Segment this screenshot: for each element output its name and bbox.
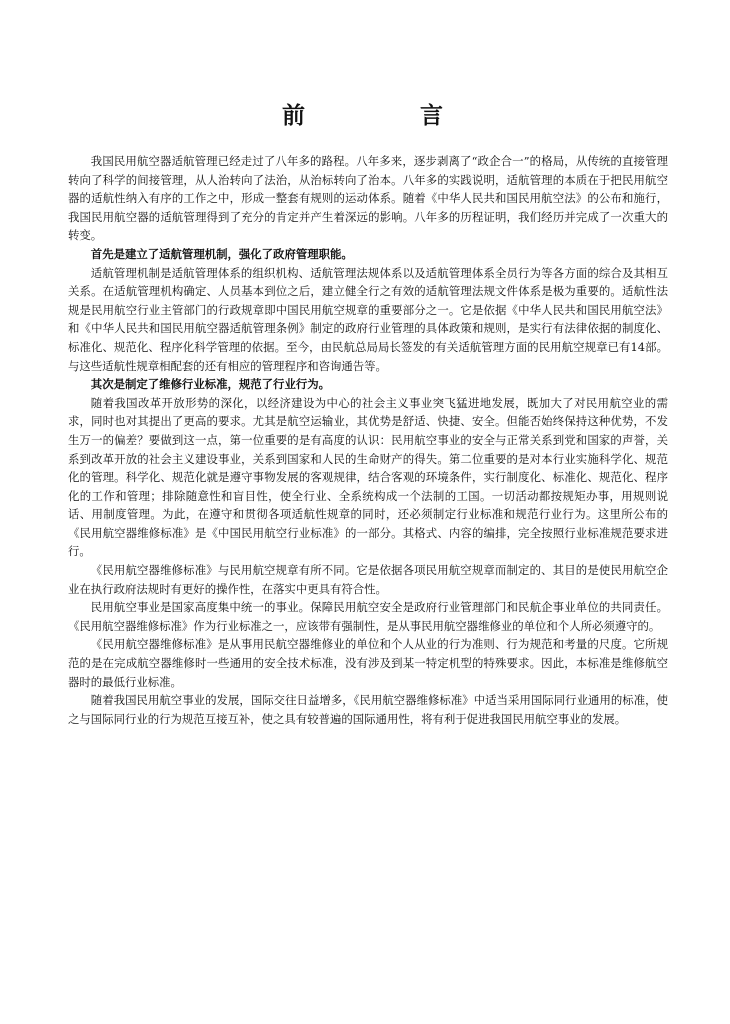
paragraph-heading-2: 其次是制定了维修行业标准，规范了行业行为。 [90,377,331,392]
paragraph-intro: 我国民用航空器适航管理已经走过了八年多的路程。八年多来，逐步剥离了“政企合一”的格局，从传统的直接管理转向了科学的间接管理，从人治转向了法治，从治标转向了治本。八年多的实践说明，适航管理的本质在于把民用航空器的适航性纳入有序的工作之中，形成一整套有规则的运动体系。随着《中华人民共和国民用航空法》的公布和施行，我国民用航空器的适航管理得到了充分的肯定并产生着深远的影响。八年多的历程证明，我们经历并完成了一次重大的转变。 [68,154,668,243]
document-body [68,152,668,728]
paragraph-code-of-conduct: 《民用航空器维修标准》是从事用民航空器维修业的单位和个人从业的行为准则、行为规范和考量的尺度。它所规范的是在完成航空器维修时一些通用的安全技术标准，没有涉及到某一特定机型的特殊要求。因此，本标准是维修航空器时的最低行业标准。 [68,637,668,689]
paragraph-responsibility: 民用航空事业是国家高度集中统一的事业。保障民用航空安全是政府行业管理部门和民航企事业单位的共同责任。《民用航空器维修标准》作为行业标准之一，应该带有强制性，是从事民用航空器维修业的单位和个人所必须遵守的。 [68,600,668,633]
title-char-1: 前 [282,103,305,129]
paragraph-standard-diff: 《民用航空器维修标准》与民用航空规章有所不同。它是依据各项民用航空规章而制定的、其目的是使民用航空企业在执行政府法规时有更好的操作性，在落实中更具有符合性。 [68,563,668,596]
title-char-2: 言 [420,103,443,129]
paragraph-mechanism: 适航管理机制是适航管理体系的组织机构、适航管理法规体系以及适航管理体系全员行为等各方面的综合及其相互关系。在适航管理机构确定、人员基本到位之后，建立健全行之有效的适航管理法规文件体系是极为重要的。适航性法规是民用航空行业主管部门的行政规章即中国民用航空规章的重要部分之一。它是依据《中华人民共和国民用航空法》和《中华人民共和国民用航空器适航管理条例》制定的政府行业管理的具体政策和规则，是实行有法律依据的制度化、标准化、规范化、程序化科学管理的依据。至今，由民航总局局长签发的有关适航管理方面的民用航空规章已有14部。与这些适航性规章相配套的还有相应的管理程序和咨询通告等。 [68,265,668,373]
paragraph-international: 随着我国民用航空事业的发展，国际交往日益增多，《民用航空器维修标准》中适当采用国际同行业通用的标准，使之与国际同行业的行为规范互接互补，使之具有较普遍的国际通用性，将有利于促进我国民用航空事业的发展。 [68,693,668,726]
paragraph-reform: 随着我国改革开放形势的深化，以经济建设为中心的社会主义事业突飞猛进地发展，既加大了对民用航空业的需求，同时也对其提出了更高的要求。尤其是航空运输业，其优势是舒适、快捷、安全。但能否始终保持这种优势，不发生万一的偏差？要做到这一点，第一位重要的是有高度的认识：民用航空事业的安全与正常关系到党和国家的声誉，关系到改革开放的社会主义建设事业，关系到国家和人民的生命财产的得失。第二位重要的是对本行业实施科学化、规范化的管理。科学化、规范化就是遵守事物发展的客观规律，结合客观的环境条件，实行制度化、标准化、规范化、程序化的工作和管理；排除随意性和盲目性，使全行业、全系统构成一个法制的工国。一切活动都按规矩办事，用规则说话、用制度管理。为此，在遵守和贯彻各项适航性规章的同时，还必须制定行业标准和规范行业行为。这里所公布的《民用航空器维修标准》是《中国民用航空行业标准》的一部分。其格式、内容的编排，完全按照行业标准规范要求进行。 [68,395,668,559]
paragraph-heading-1: 首先是建立了适航管理机制，强化了政府管理职能。 [90,246,353,261]
